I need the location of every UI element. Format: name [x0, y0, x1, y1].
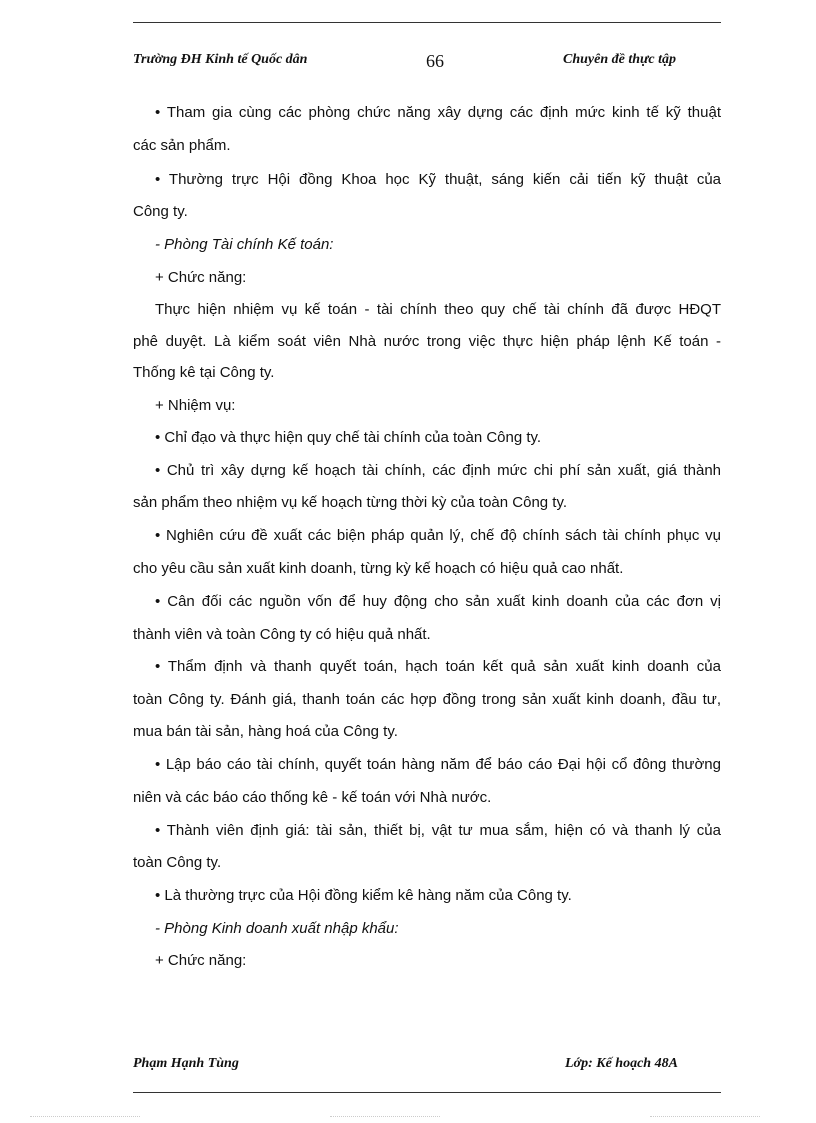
- text-line: mua bán tài sản, hàng hoá của Công ty.: [133, 723, 398, 740]
- text-line: Công ty.: [133, 203, 188, 220]
- subheading: + Nhiệm vụ:: [155, 397, 236, 414]
- footer-class: Lớp: Kế hoạch 48A: [565, 1056, 678, 1071]
- text-line: cho yêu cầu sản xuất kinh doanh, từng kỳ kế hoạch có hiệu quả cao nhất.: [133, 560, 624, 577]
- text-line: phê duyệt. Là kiểm soát viên Nhà nước trong việc thực hiện pháp lệnh Kế toán -: [133, 333, 721, 350]
- page-number: 66: [426, 51, 444, 71]
- text-line: • Nghiên cứu đề xuất các biện pháp quản lý, chế độ chính sách tài chính phục vụ: [155, 527, 721, 544]
- page-edge-mark: [30, 1116, 140, 1117]
- footer-rule: [133, 1092, 721, 1093]
- text-line: Thực hiện nhiệm vụ kế toán - tài chính theo quy chế tài chính đã được HĐQT: [155, 301, 721, 318]
- text-line: • Thành viên định giá: tài sản, thiết bị, vật tư mua sắm, hiện có và thanh lý của: [155, 822, 721, 839]
- text-line: • Cân đối các nguồn vốn để huy động cho sản xuất kinh doanh của các đơn vị: [155, 593, 721, 610]
- text-line: thành viên và toàn Công ty có hiệu quả nhất.: [133, 626, 431, 643]
- text-line: • Thường trực Hội đồng Khoa học Kỹ thuật, sáng kiến cải tiến kỹ thuật của: [155, 171, 721, 188]
- text-line: các sản phẩm.: [133, 137, 231, 154]
- header-school: Trường ĐH Kinh tế Quốc dân: [133, 52, 308, 67]
- text-line: • Thẩm định và thanh quyết toán, hạch toán kết quả sản xuất kinh doanh của: [155, 658, 721, 675]
- text-line: toàn Công ty. Đánh giá, thanh toán các hợp đồng trong sản xuất kinh doanh, đầu tư,: [133, 691, 721, 708]
- section-heading: - Phòng Tài chính Kế toán:: [155, 236, 334, 253]
- text-line: • Chủ trì xây dựng kế hoạch tài chính, các định mức chi phí sản xuất, giá thành: [155, 462, 721, 479]
- header-doc-type: Chuyên đề thực tập: [563, 52, 677, 67]
- text-line: Thống kê tại Công ty.: [133, 364, 275, 381]
- footer-author: Phạm Hạnh Tùng: [133, 1056, 239, 1071]
- text-line: sản phẩm theo nhiệm vụ kế hoạch từng thời kỳ của toàn Công ty.: [133, 494, 568, 511]
- page-edge-mark: [650, 1116, 760, 1117]
- section-heading: - Phòng Kinh doanh xuất nhập khẩu:: [155, 920, 399, 937]
- subheading: + Chức năng:: [155, 269, 247, 286]
- text-line: • Tham gia cùng các phòng chức năng xây dựng các định mức kinh tế kỹ thuật: [155, 104, 721, 121]
- text-line: • Chỉ đạo và thực hiện quy chế tài chính của toàn Công ty.: [155, 429, 542, 446]
- text-line: • Lập báo cáo tài chính, quyết toán hàng năm để báo cáo Đại hội cổ đông thường: [155, 756, 721, 773]
- header-rule: [133, 22, 721, 23]
- page-edge-mark: [330, 1116, 440, 1117]
- text-line: toàn Công ty.: [133, 854, 222, 871]
- text-line: niên và các báo cáo thống kê - kế toán với Nhà nước.: [133, 789, 492, 806]
- text-line: • Là thường trực của Hội đồng kiểm kê hàng năm của Công ty.: [155, 887, 572, 904]
- subheading: + Chức năng:: [155, 952, 247, 969]
